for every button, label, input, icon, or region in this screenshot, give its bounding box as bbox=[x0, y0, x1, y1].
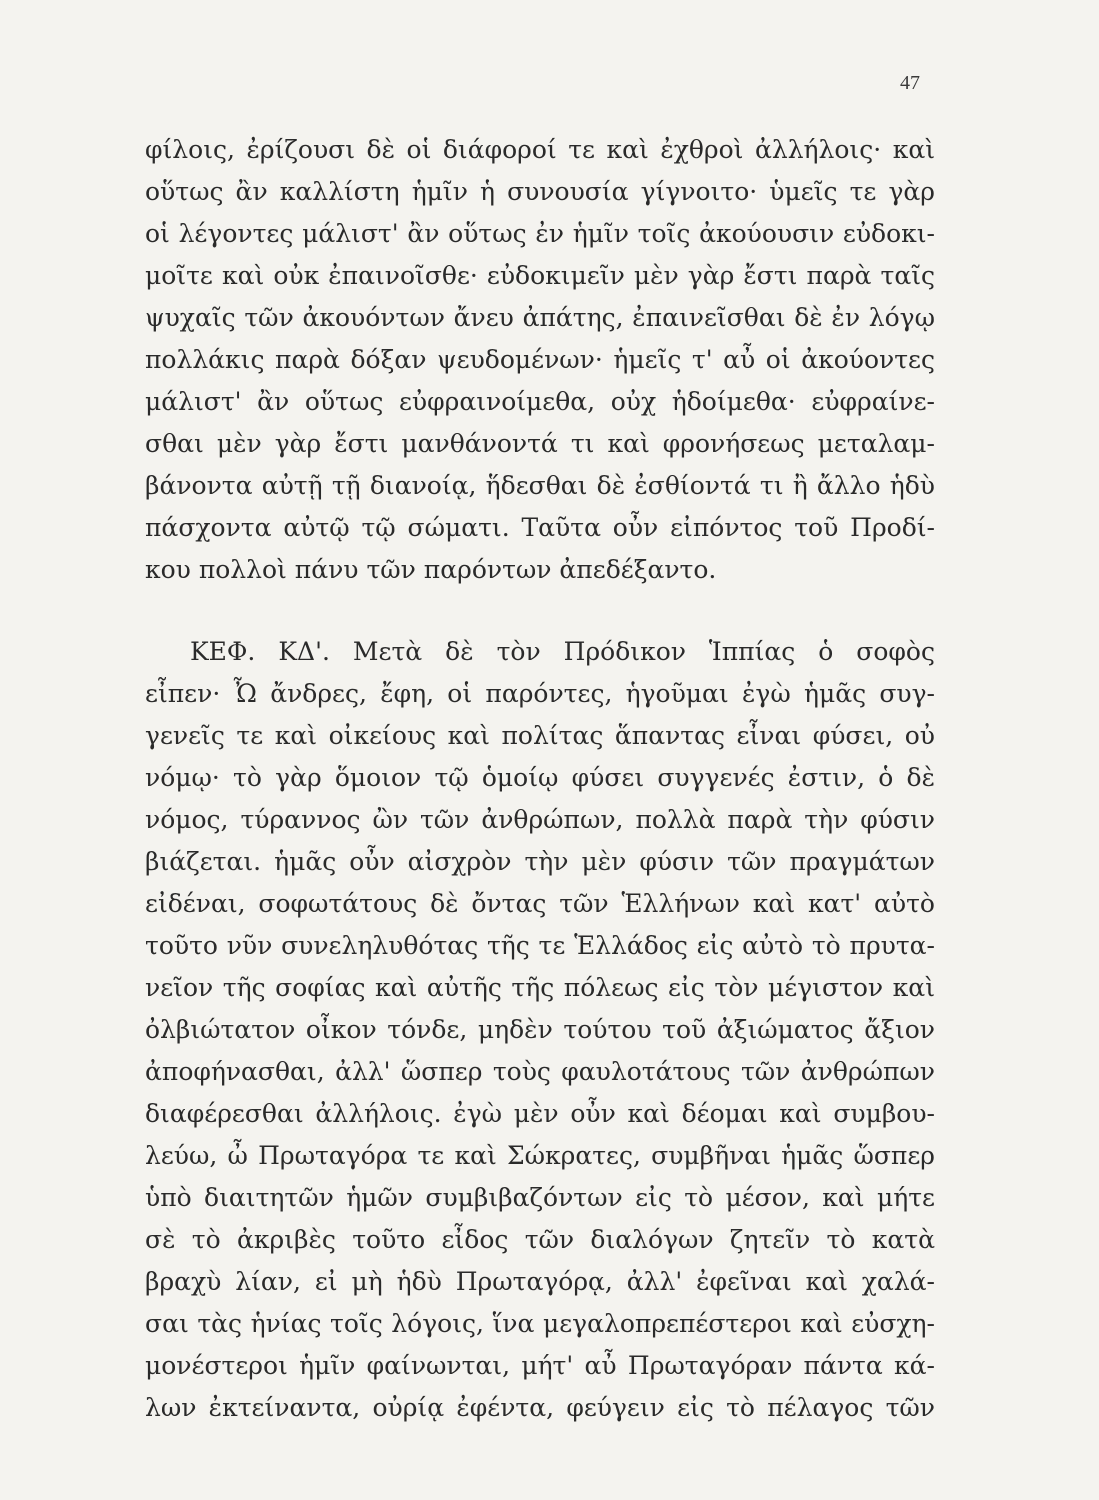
text-line: γενεῖς τε καὶ οἰκείους καὶ πολίτας ἅπαντας εἶναι φύσει, οὐ bbox=[145, 721, 935, 750]
text-line: λεύω, ὦ Πρωταγόρα τε καὶ Σώκρατες, συμβῆναι ἡμᾶς ὥσπερ bbox=[145, 1141, 935, 1170]
text-line: οὕτως ἂν καλλίστη ἡμῖν ἡ συνουσία γίγνοιτο· ὑμεῖς τε γὰρ bbox=[145, 177, 935, 206]
text-line: ὀλβιώτατον οἶκον τόνδε, μηδὲν τούτου τοῦ ἀξιώματος ἄξιον bbox=[145, 1015, 935, 1044]
page-number: 47 bbox=[900, 72, 920, 94]
text-line: διαφέρεσθαι ἀλλήλοις. ἐγὼ μὲν οὖν καὶ δέομαι καὶ συμβου- bbox=[145, 1099, 935, 1128]
text-line: εἶπεν· Ὦ ἄνδρες, ἔφη, οἱ παρόντες, ἡγοῦμαι ἐγὼ ἡμᾶς συγ- bbox=[145, 679, 935, 708]
text-line: οἱ λέγοντες μάλιστ' ἂν οὕτως ἐν ἡμῖν τοῖς ἀκούουσιν εὐδοκι- bbox=[145, 219, 935, 248]
text-line: εἰδέναι, σοφωτάτους δὲ ὄντας τῶν Ἑλλήνων καὶ κατ' αὐτὸ bbox=[145, 889, 935, 918]
text-line: ὑπὸ διαιτητῶν ἡμῶν συμβιβαζόντων εἰς τὸ μέσον, καὶ μήτε bbox=[145, 1183, 935, 1212]
chapter-heading-line: ΚΕΦ. ΚΔ'. Μετὰ δὲ τὸν Πρόδικον Ἱππίας ὁ σοφὸς bbox=[190, 637, 935, 666]
text-line: πολλάκις παρὰ δόξαν ψευδομένων· ἡμεῖς τ' αὖ οἱ ἀκούοντες bbox=[145, 345, 935, 374]
text-line: πάσχοντα αὐτῷ τῷ σώματι. Ταῦτα οὖν εἰπόντος τοῦ Προδί- bbox=[145, 513, 935, 542]
text-line: βραχὺ λίαν, εἰ μὴ ἡδὺ Πρωταγόρᾳ, ἀλλ' ἐφεῖναι καὶ χαλά- bbox=[145, 1267, 935, 1296]
text-line: κου πολλοὶ πάνυ τῶν παρόντων ἀπεδέξαντο. bbox=[145, 555, 717, 584]
text-line: ψυχαῖς τῶν ἀκουόντων ἄνευ ἀπάτης, ἐπαινεῖσθαι δὲ ἐν λόγῳ bbox=[145, 303, 935, 332]
text-line: βάνοντα αὐτῇ τῇ διανοίᾳ, ἥδεσθαι δὲ ἐσθίοντά τι ἢ ἄλλο ἡδὺ bbox=[145, 471, 935, 500]
text-line: μονέστεροι ἡμῖν φαίνωνται, μήτ' αὖ Πρωταγόραν πάντα κά- bbox=[145, 1351, 935, 1380]
text-line: τοῦτο νῦν συνεληλυθότας τῆς τε Ἑλλάδος εἰς αὐτὸ τὸ πρυτα- bbox=[145, 931, 935, 960]
text-line: σὲ τὸ ἀκριβὲς τοῦτο εἶδος τῶν διαλόγων ζητεῖν τὸ κατὰ bbox=[145, 1225, 935, 1254]
text-line: λων ἐκτείναντα, οὐρίᾳ ἐφέντα, φεύγειν εἰς τὸ πέλαγος τῶν bbox=[145, 1393, 935, 1422]
text-line: νόμος, τύραννος ὢν τῶν ἀνθρώπων, πολλὰ παρὰ τὴν φύσιν bbox=[145, 805, 935, 834]
text-line: βιάζεται. ἡμᾶς οὖν αἰσχρὸν τὴν μὲν φύσιν τῶν πραγμάτων bbox=[145, 847, 935, 876]
text-line: ἀποφήνασθαι, ἀλλ' ὥσπερ τοὺς φαυλοτάτους τῶν ἀνθρώπων bbox=[145, 1057, 935, 1086]
text-line: σαι τὰς ἡνίας τοῖς λόγοις, ἵνα μεγαλοπρεπέστεροι καὶ εὐσχη- bbox=[145, 1309, 935, 1338]
text-line: σθαι μὲν γὰρ ἔστι μανθάνοντά τι καὶ φρονήσεως μεταλαμ- bbox=[145, 429, 935, 458]
text-line: νόμῳ· τὸ γὰρ ὅμοιον τῷ ὁμοίῳ φύσει συγγενές ἐστιν, ὁ δὲ bbox=[145, 763, 935, 792]
text-line: νεῖον τῆς σοφίας καὶ αὐτῆς τῆς πόλεως εἰς τὸν μέγιστον καὶ bbox=[145, 973, 935, 1002]
text-line: μοῖτε καὶ οὐκ ἐπαινοῖσθε· εὐδοκιμεῖν μὲν γὰρ ἔστι παρὰ ταῖς bbox=[145, 261, 935, 290]
text-line: μάλιστ' ἂν οὕτως εὐφραινοίμεθα, οὐχ ἡδοίμεθα· εὐφραίνε- bbox=[145, 387, 935, 416]
text-line: φίλοις, ἐρίζουσι δὲ οἱ διάφοροί τε καὶ ἐχθροὶ ἀλλήλοις· καὶ bbox=[145, 135, 935, 164]
